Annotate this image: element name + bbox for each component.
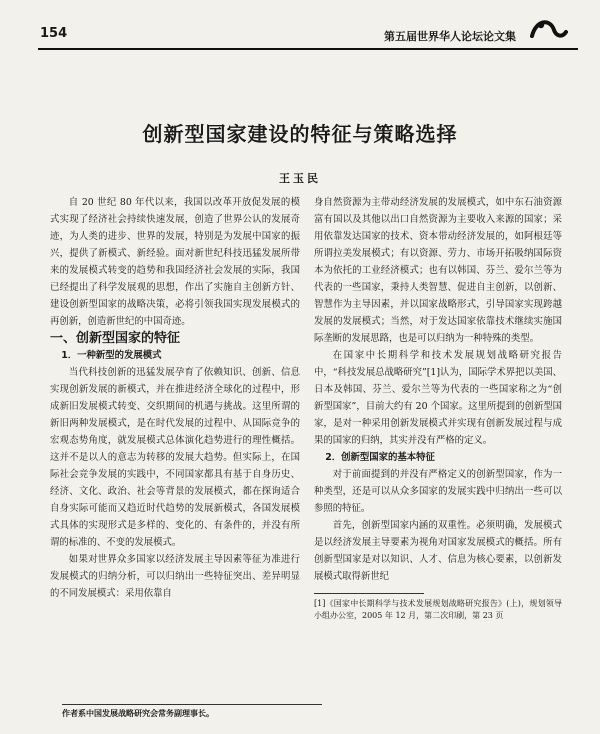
- body-paragraph: 首先，创新型国家内涵的双重性。必须明确，发展模式是以经济发展主导要素为视角对国家发展模式的概括。所有创新型国家是对以知识、人才、信息为核心要素，以创新发展模式取得新世纪: [314, 520, 562, 582]
- book-title: 第五届世界华人论坛论文集: [384, 30, 516, 43]
- author-note: 作者系中国发展战略研究会常务副理事长。: [62, 704, 322, 719]
- body-paragraph: 身自然资源为主带动经济发展的发展模式，如中东石油资源富有国以及其他以出口自然资源为主要收入来源的国家；采用依靠发达国家的技术、资本带动经济发展的，如阿根廷等所谓拉美发展模式；有以资源、劳力、市场开拓吸纳国际资本为依托的工业经济模式；也有以韩国、芬兰、爱尔兰等为代表的一些国家，秉持人类智慧、促进自主创新，以创新、智慧作为主导因素，并以国家战略形式，引导国家实现跨越发展的发展模式；当然，对于发达国家依靠技术继续实施国际垄断的发展思路，也是可以归纳为一种特殊的类型。: [314, 197, 562, 344]
- body-paragraph: 对于前面提到的并没有严格定义的创新型国家，作为一种类型，还是可以从众多国家的发展实践中归纳出一些可以参照的特征。: [314, 469, 562, 514]
- footnote-divider: [314, 593, 424, 594]
- left-column: [50, 194, 300, 602]
- article-title: 创新型国家建设的特征与策略选择: [142, 122, 458, 146]
- subsection-heading: 2．创新型国家的基本特征: [325, 452, 435, 463]
- subsection-heading: 1．一种新型的发展模式: [61, 350, 162, 361]
- article-author: 王玉民: [279, 172, 321, 185]
- intro-paragraph: 自 20 世纪 80 年代以来，我国以改革开放促发展的模式实现了经济社会持续快速发展，创造了世界公认的发展奇迹，为人类的进步、世界的发展，特别是为发展中国家的振兴，提供了新模式、新经验。面对新世纪科技迅猛发展所带来的发展模式转变的趋势和我国经济社会发展的实际，我国已经提出了科学发展观的思想，作出了实施自主创新方针、建设创新型国家的战略决策，必将引领我国实现发展模式的再创新，创造新世纪的中国奇迹。: [50, 197, 300, 327]
- body-paragraph: 当代科技创新的迅猛发展孕育了依赖知识、创新、信息实现创新发展的新模式，并在推进经济全球化的过程中，形成新旧发展模式转变、交织期间的机遇与挑战。这里所谓的新旧两种发展模式，是在时代发展的过程中、从国际竞争的宏观态势角度，就发展模式总体演化趋势进行的理性概括。这并不是以人的意志为转移的发展大趋势。但实际上，在国际社会竞争发展的实践中，不同国家都具有基于自身历史、经济、文化、政治、社会等背景的发展模式，都在探询适合自身实际可能而又趋近时代趋势的发展新模式，各国发展模式具体的实现形式是多样的、变化的、有条件的，并没有所谓的标准的、不变的发展模式。: [50, 367, 300, 548]
- footnote: [1]《国家中长期科学与技术发展规划战略研究报告》(上)，规划领导小组办公室，2005 年 12 月，第二次印刷，第 23 页: [314, 599, 562, 620]
- body-paragraph: 在国家中长期科学和技术发展规划战略研究报告中，“科技发展总战略研究”[1]认为，国际学术界把以美国、日本及韩国、芬兰、爱尔兰等为代表的一些国家称之为“创新型国家”，目前大约有 20 个国家。这里所提到的创新型国家，是对一种采用创新发展模式并实现有创新发展过程与成果的国家的归纳，其实并没有严格的定义。: [314, 350, 562, 446]
- running-header: [38, 22, 578, 50]
- right-column: [314, 194, 562, 622]
- section-heading: 一、创新型国家的特征: [50, 331, 181, 346]
- page-number: 154: [40, 26, 68, 41]
- publisher-logo-icon: [528, 16, 568, 42]
- body-paragraph: 如果对世界众多国家以经济发展主导因素等征为准进行发展模式的归纳分析，可以归纳出一些特征突出、差异明显的不同发展模式：采用依靠自: [50, 554, 300, 599]
